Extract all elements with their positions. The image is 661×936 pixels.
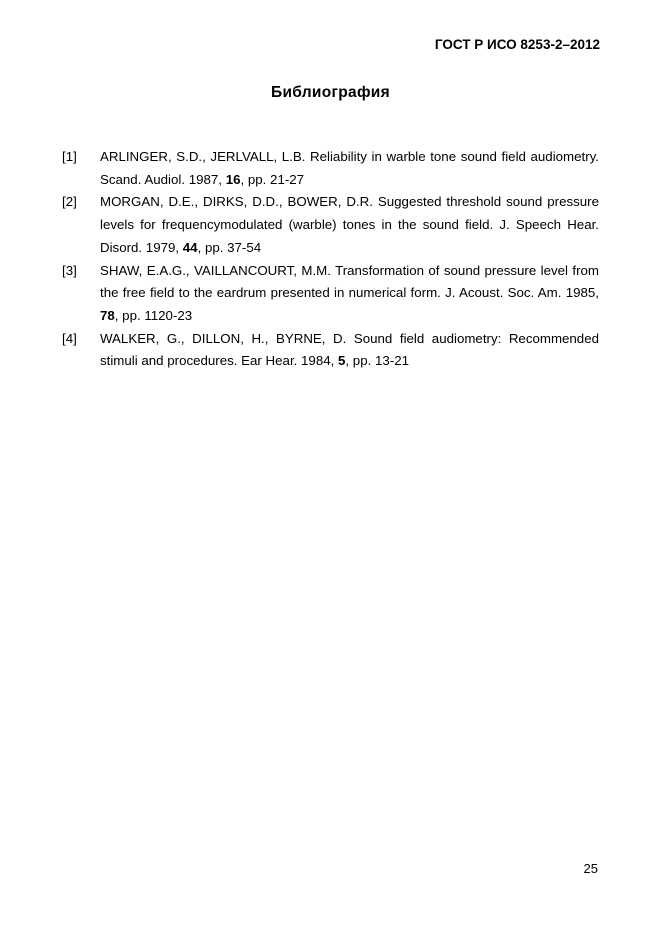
- volume-number: 44: [182, 239, 198, 255]
- entry-pages-text: , pp. 21-27: [240, 171, 305, 187]
- entry-text: [100, 260, 599, 328]
- entry-text: [100, 146, 599, 191]
- entry-pages-text: , pp. 13-21: [345, 353, 409, 369]
- entry-citation-text: WALKER, G., DILLON, H., BYRNE, D. Sound field audiometry: Recommended stimuli and procedures. Ear Hear. 1984,: [100, 330, 599, 369]
- entry-text: [100, 191, 599, 259]
- bibliography-entry: [62, 191, 599, 259]
- entry-citation-text: MORGAN, D.E., DIRKS, D.D., BOWER, D.R. Suggested threshold sound pressure levels for frequencymodulated (warble) tones in the sound field. J. Speech Hear. Disord. 1979,: [100, 194, 599, 255]
- entry-number: [3]: [62, 262, 77, 278]
- entry-citation-text: ARLINGER, S.D., JERLVALL, L.B. Reliability in warble tone sound field audiometry. Scand. Audiol. 1987,: [100, 149, 599, 187]
- entry-number: [4]: [62, 330, 77, 346]
- volume-number: 78: [100, 307, 115, 323]
- page-title: Библиография: [271, 84, 390, 101]
- entry-number: [1]: [62, 149, 77, 164]
- entry-pages-text: , pp. 1120-23: [114, 307, 193, 323]
- bibliography-entry: [62, 260, 599, 328]
- bibliography-entry: [62, 146, 599, 191]
- entry-pages-text: , pp. 37-54: [197, 239, 262, 255]
- entry-number: [2]: [62, 194, 77, 210]
- page-number: 25: [583, 861, 598, 876]
- document-header: ГОСТ Р ИСО 8253-2–2012: [434, 37, 600, 52]
- bibliography-list: [62, 146, 599, 373]
- entry-citation-text: SHAW, E.A.G., VAILLANCOURT, M.M. Transformation of sound pressure level from the free field to the eardrum presented in numerical form. J. Acoust. Soc. Am. 1985,: [100, 262, 599, 301]
- volume-number: 5: [338, 353, 346, 369]
- entry-text: [100, 328, 599, 373]
- bibliography-entry: [62, 328, 599, 373]
- volume-number: 16: [225, 171, 241, 187]
